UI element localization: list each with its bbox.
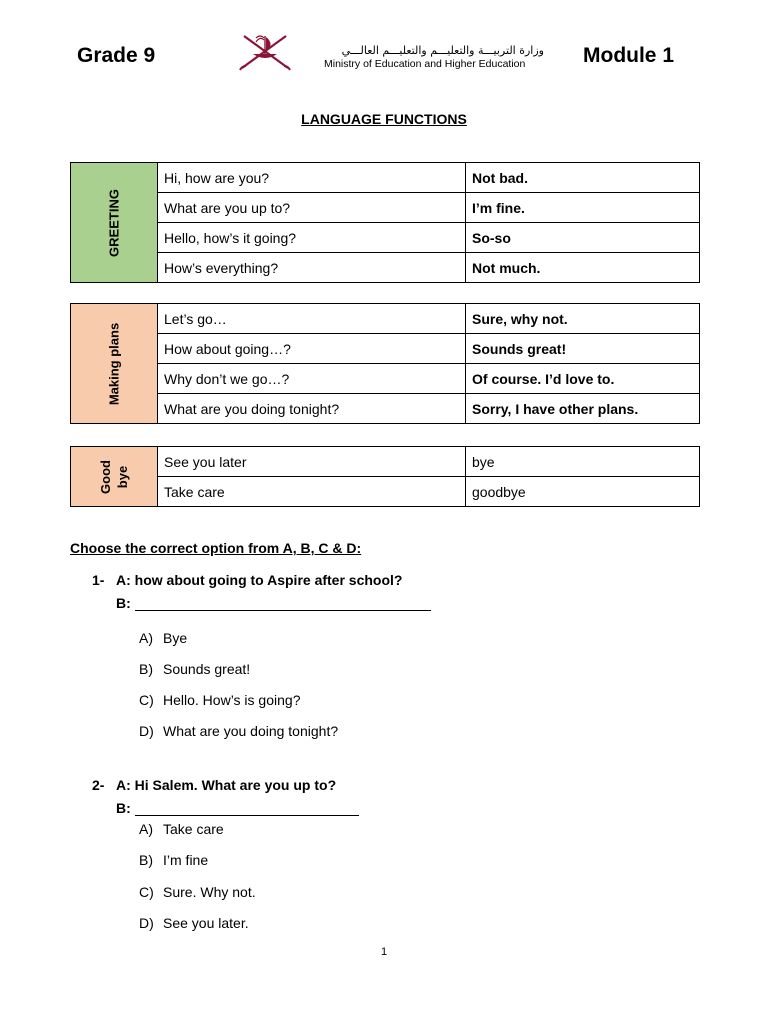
response-cell: Sorry, I have other plans. [466,394,700,424]
ministry-name-english: Ministry of Education and Higher Education [324,58,526,70]
phrase-cell: How’s everything? [158,253,466,283]
option-letter: B) [139,661,153,677]
response-cell: So-so [466,223,700,253]
table-row [71,364,700,394]
option-letter: C) [139,692,154,708]
question-prompt: A: Hi Salem. What are you up to? [116,777,337,793]
phrase-cell: See you later [158,447,466,477]
response-cell: Not much. [466,253,700,283]
option-text: I’m fine [163,852,209,868]
answer-label: B: [116,800,131,816]
option-text: Bye [163,630,188,646]
response-cell: Sounds great! [466,334,700,364]
option-text: Take care [163,821,224,837]
phrase-cell: How about going…? [158,334,466,364]
phrase-cell: Why don’t we go…? [158,364,466,394]
table-row [71,304,700,334]
table-row [71,394,700,424]
option-letter: A) [139,630,153,646]
question-prompt: A: how about going to Aspire after school? [116,572,403,588]
response-cell: Of course. I’d love to. [466,364,700,394]
page-number: 1 [380,946,388,958]
list-item [139,661,250,677]
table-row [71,193,700,223]
option-letter: B) [139,852,153,868]
table-row [71,477,700,507]
phrase-cell: What are you up to? [158,193,466,223]
category-label [97,460,131,494]
grade-label: Grade 9 [77,44,156,67]
phrase-cell: What are you doing tonight? [158,394,466,424]
category-label-line2: bye [115,465,130,488]
page-title: LANGUAGE FUNCTIONS [301,111,467,127]
list-item [139,821,224,837]
category-cell [71,163,158,283]
option-letter: A) [139,821,153,837]
response-cell: I’m fine. [466,193,700,223]
table-row [71,253,700,283]
list-item [139,884,256,900]
option-text: See you later. [163,915,249,931]
answer-blank [116,595,431,611]
option-letter: C) [139,884,154,900]
option-text: Hello. How’s is going? [163,692,301,708]
category-label: Making plans [106,322,122,405]
response-cell: bye [466,447,700,477]
list-item [139,692,300,708]
phrase-cell: Let’s go… [158,304,466,334]
answer-label: B: [116,595,131,611]
table-row [71,334,700,364]
list-item [139,852,208,868]
phrase-cell: Hi, how are you? [158,163,466,193]
phrase-cell: Hello, how’s it going? [158,223,466,253]
option-text: What are you doing tonight? [163,723,339,739]
response-cell: Sure, why not. [466,304,700,334]
goodbye-table [70,446,700,507]
list-item [139,630,187,646]
table-row [71,163,700,193]
table-row [71,447,700,477]
question-number: 1- [92,572,105,588]
module-label: Module 1 [583,44,675,67]
making-plans-table [70,303,700,424]
option-letter: D) [139,723,154,739]
greeting-table [70,162,700,283]
ministry-emblem-icon [236,28,294,72]
option-text: Sounds great! [163,661,251,677]
phrase-cell: Take care [158,477,466,507]
category-label-line1: Good [98,459,113,494]
response-cell: Not bad. [466,163,700,193]
list-item [139,915,249,931]
category-label: GREETING [106,188,122,257]
ministry-name-arabic: وزارة التربيـــة والتعليـــم والتعليـــم العالـــي [341,44,544,57]
instructions: Choose the correct option from A, B, C & D: [70,540,362,556]
option-text: Sure. Why not. [163,884,256,900]
answer-blank [116,800,359,816]
option-letter: D) [139,915,154,931]
category-cell [71,447,158,507]
list-item [139,723,338,739]
response-cell: goodbye [466,477,700,507]
table-row [71,223,700,253]
category-cell [71,304,158,424]
question-number: 2- [92,777,105,793]
